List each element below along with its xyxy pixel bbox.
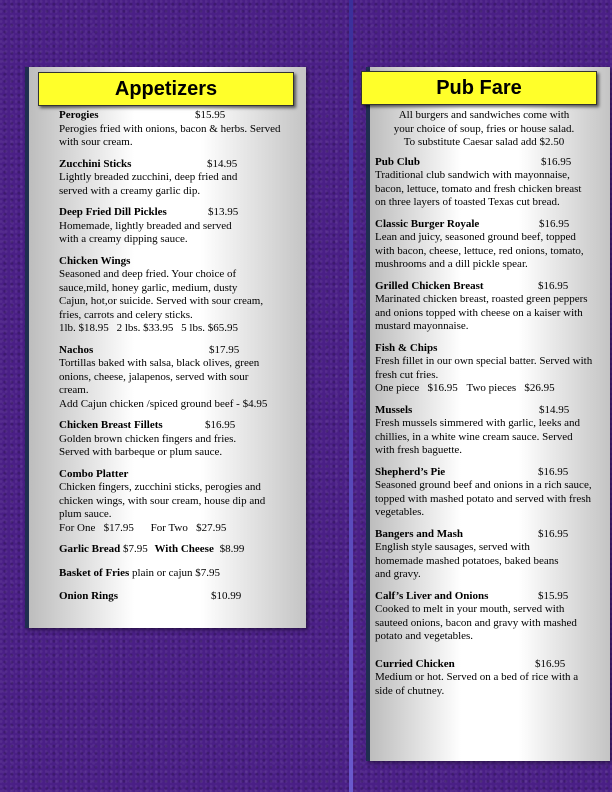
item-name: Basket of Fries <box>59 566 130 579</box>
price-tier: 1lb. $18.95 <box>59 322 109 334</box>
item-extra: Add Cajun chicken /spiced ground beef - $4.95 <box>59 397 268 410</box>
item-name: Nachos <box>59 343 94 356</box>
menu-item-fish-and-chips <box>375 342 593 396</box>
divider-bar <box>349 0 353 792</box>
item-desc: Marinated chicken breast, roasted green peppers and onions topped with cheese on a kaiser with mustard mayonnaise. <box>375 293 588 332</box>
appetizers-header: Appetizers <box>38 72 294 106</box>
menu-item-garlic-bread <box>59 543 295 557</box>
item-desc: English style sausages, served with homemade mashed potatoes, baked beans and gravy. <box>375 541 559 580</box>
price-tier: One piece $16.95 <box>375 382 458 394</box>
item-price: $14.95 <box>539 403 570 416</box>
item-price: $7.95 <box>122 543 148 555</box>
price-tiers <box>59 522 295 536</box>
menu-item-onion-rings <box>59 590 295 604</box>
item-price: $15.95 <box>538 589 569 602</box>
item-price: $16.95 <box>535 657 566 670</box>
pub-fare-header: Pub Fare <box>361 71 597 105</box>
item-desc: Medium or hot. Served on a bed of rice with a side of chutney. <box>375 671 579 697</box>
item-name: Calf’s Liver and Onions <box>375 589 489 602</box>
menu-item-dill-pickles <box>59 206 295 247</box>
menu-item-grilled-chicken-breast <box>375 280 593 334</box>
item-name: Garlic Bread <box>59 543 121 555</box>
menu-item-zucchini-sticks <box>59 158 295 199</box>
menu-item-nachos <box>59 344 295 412</box>
item-desc: Lightly breaded zucchini, deep fried and served with a creamy garlic dip. <box>59 171 238 197</box>
price-tiers <box>375 382 593 396</box>
item-desc: Fresh fillet in our own special batter. Served with fresh cut fries. <box>375 355 593 381</box>
item-name: Zucchini Sticks <box>59 157 132 170</box>
menu-item-chicken-breast-fillets <box>59 419 295 460</box>
item-note: plain or cajun <box>132 566 193 579</box>
item-name: Mussels <box>375 403 413 416</box>
intro-line: To substitute Caesar salad add $2.50 <box>403 136 565 148</box>
item-price: $14.95 <box>207 157 238 170</box>
item-desc: Traditional club sandwich with mayonnaise, bacon, lettuce, tomato and fresh chicken breast on three layers of toasted Texas cut bread. <box>375 169 582 208</box>
item-name: Deep Fried Dill Pickles <box>59 206 167 218</box>
menu-item-shepherds-pie <box>375 466 593 520</box>
item-desc: Perogies fried with onions, bacon & herbs. Served with sour cream. <box>59 122 281 148</box>
item-desc: Seasoned and deep fried. Your choice of sauce,mild, honey garlic, medium, dusty Cajun, hot,or suicide. Served with sour cream, fries, carrots and celery sticks. <box>59 268 264 321</box>
item-name: Curried Chicken <box>375 657 455 670</box>
item-name: Perogies <box>59 109 99 121</box>
item-price: $16.95 <box>539 217 570 230</box>
price-tiers <box>59 322 295 336</box>
item-name: Chicken Wings <box>59 254 131 267</box>
menu-item-curried-chicken <box>375 658 593 699</box>
menu-item-calfs-liver <box>375 590 593 644</box>
pub-fare-list <box>375 109 593 706</box>
price-tier: For One $17.95 <box>59 521 134 534</box>
item-name: Shepherd’s Pie <box>375 465 446 478</box>
menu-item-combo-platter <box>59 468 295 536</box>
item-price: $16.95 <box>538 279 569 292</box>
item-price: $16.95 <box>538 465 569 478</box>
item-name: Fish & Chips <box>375 341 438 354</box>
price-tier: 2 lbs. $33.95 <box>116 322 174 334</box>
pub-fare-intro <box>375 109 593 150</box>
item-name: Chicken Breast Fillets <box>59 419 163 431</box>
menu-item-basket-of-fries <box>59 567 295 581</box>
menu-item-bangers-and-mash <box>375 528 593 582</box>
item-price: $16.95 <box>205 419 236 431</box>
item-desc: Homemade, lightly breaded and served with a creamy dipping sauce. <box>59 219 232 245</box>
price-tier: Two pieces $26.95 <box>466 382 555 394</box>
item-name: Combo Platter <box>59 467 129 480</box>
price-tier: For Two $27.95 <box>150 521 227 534</box>
menu-item-classic-burger-royale <box>375 218 593 272</box>
intro-line: All burgers and sandwiches come with <box>398 109 570 121</box>
appetizers-list <box>59 109 295 612</box>
item-price: $17.95 <box>209 343 240 356</box>
item-price: $10.99 <box>211 590 242 602</box>
item-name: Pub Club <box>375 155 420 168</box>
item-desc: Seasoned ground beef and onions in a rich sauce, topped with mashed potato and served with fresh vegetables. <box>375 479 592 518</box>
item-name: Classic Burger Royale <box>375 217 480 230</box>
item-name: Grilled Chicken Breast <box>375 279 484 292</box>
item-price: $15.95 <box>195 109 226 121</box>
item-name: Onion Rings <box>59 590 118 602</box>
item-price: $16.95 <box>541 155 572 168</box>
item-desc: Lean and juicy, seasoned ground beef, topped with bacon, cheese, lettuce, red onions, tomato, mushrooms and a dill pickle spear. <box>375 231 584 270</box>
item-desc: Fresh mussels simmered with garlic, leeks and chillies, in a white wine cream sauce. Served with fresh baguette. <box>375 417 580 456</box>
menu-item-chicken-wings <box>59 255 295 336</box>
item-price: $7.95 <box>195 566 220 579</box>
item-desc: Cooked to melt in your mouth, served with sauteed onions, bacon and gravy with mashed potato and vegetables. <box>375 603 577 642</box>
intro-line: your choice of soup, fries or house salad. <box>393 122 575 135</box>
menu-item-perogies <box>59 109 295 150</box>
item-desc: Tortillas baked with salsa, black olives, green onions, cheese, jalapenos, served with sour cream. <box>59 357 260 396</box>
price-tier: 5 lbs. $65.95 <box>181 322 238 334</box>
item-desc: Chicken fingers, zucchini sticks, perogies and chicken wings, with sour cream, house dip and plum sauce. <box>59 481 266 520</box>
item-option-price: $8.99 <box>219 543 245 555</box>
menu-item-mussels <box>375 404 593 458</box>
item-desc: Golden brown chicken fingers and fries. Served with barbeque or plum sauce. <box>59 432 237 458</box>
item-price: $16.95 <box>538 527 569 540</box>
item-name: Bangers and Mash <box>375 527 464 540</box>
item-option: With Cheese <box>154 543 214 555</box>
menu-item-pub-club <box>375 156 593 210</box>
item-price: $13.95 <box>208 206 239 218</box>
